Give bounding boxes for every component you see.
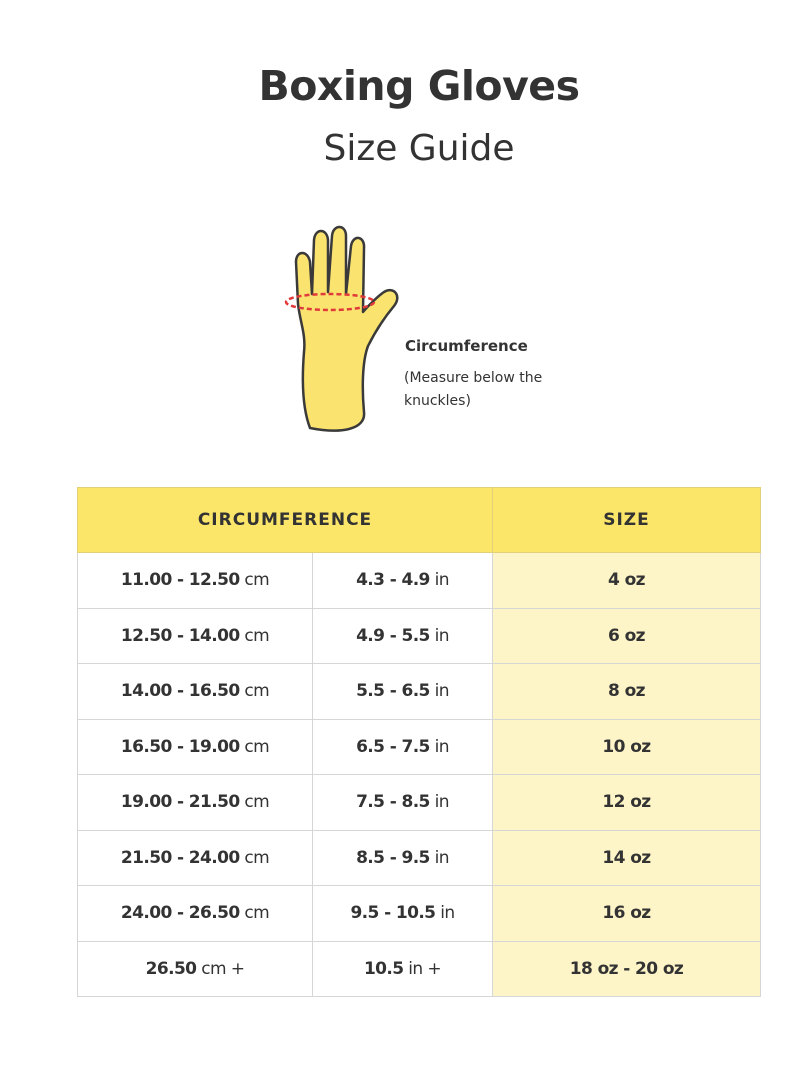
cm-unit: cm — [244, 792, 270, 813]
cell-circumference-in — [313, 941, 493, 997]
in-value: 5.5 - 6.5 — [356, 681, 430, 702]
table-row — [78, 608, 761, 664]
cell-size: 12 oz — [493, 775, 761, 831]
table-row — [78, 553, 761, 609]
cm-value: 16.50 - 19.00 — [120, 736, 240, 757]
table-row — [78, 719, 761, 775]
cell-circumference-in — [313, 553, 493, 609]
cell-size: 16 oz — [493, 886, 761, 942]
cell-circumference-cm — [78, 664, 313, 720]
cell-circumference-in — [313, 664, 493, 720]
table-row — [78, 664, 761, 720]
hand-shape — [296, 227, 397, 431]
page-title: Boxing Gloves — [258, 62, 580, 110]
in-unit: in — [434, 625, 449, 646]
cell-circumference-cm — [78, 719, 313, 775]
cell-circumference-in — [313, 830, 493, 886]
cell-circumference-in — [313, 775, 493, 831]
measure-instruction: (Measure below the knuckles) — [404, 370, 543, 409]
in-unit: in — [434, 792, 449, 813]
in-value: 4.9 - 5.5 — [356, 625, 430, 646]
cm-unit: cm — [244, 847, 270, 868]
cm-unit: cm — [244, 570, 270, 591]
in-unit: in — [434, 570, 449, 591]
cell-circumference-cm — [78, 886, 313, 942]
cm-value: 24.00 - 26.50 — [120, 903, 240, 924]
cm-value: 14.00 - 16.50 — [120, 681, 240, 702]
cell-size: 6 oz — [493, 608, 761, 664]
header-size: SIZE — [493, 488, 761, 553]
table-header-row — [78, 488, 761, 553]
in-unit: in + — [408, 958, 442, 979]
cm-unit: cm + — [201, 958, 245, 979]
size-table — [77, 487, 761, 997]
cm-unit: cm — [244, 681, 270, 702]
cell-circumference-cm — [78, 941, 313, 997]
cell-size: 14 oz — [493, 830, 761, 886]
circumference-label: Circumference — [405, 337, 528, 355]
cell-size: 10 oz — [493, 719, 761, 775]
cm-value: 12.50 - 14.00 — [120, 625, 240, 646]
page-subtitle: Size Guide — [323, 128, 515, 169]
table-row — [78, 830, 761, 886]
cell-circumference-in — [313, 719, 493, 775]
cell-circumference-cm — [78, 553, 313, 609]
cell-circumference-cm — [78, 775, 313, 831]
table-row — [78, 941, 761, 997]
cm-value: 11.00 - 12.50 — [120, 570, 240, 591]
cm-unit: cm — [244, 736, 270, 757]
cm-value: 19.00 - 21.50 — [120, 792, 240, 813]
in-unit: in — [440, 903, 455, 924]
cm-value: 21.50 - 24.00 — [120, 847, 240, 868]
cm-unit: cm — [244, 903, 270, 924]
in-unit: in — [434, 847, 449, 868]
cell-size: 8 oz — [493, 664, 761, 720]
table-row — [78, 886, 761, 942]
in-value: 9.5 - 10.5 — [350, 903, 436, 924]
in-unit: in — [434, 681, 449, 702]
in-value: 6.5 - 7.5 — [356, 736, 430, 757]
cell-circumference-cm — [78, 608, 313, 664]
in-unit: in — [434, 736, 449, 757]
hand-illustration — [270, 222, 410, 442]
cell-size: 4 oz — [493, 553, 761, 609]
cell-circumference-in — [313, 608, 493, 664]
in-value: 7.5 - 8.5 — [356, 792, 430, 813]
cell-circumference-cm — [78, 830, 313, 886]
cell-size: 18 oz - 20 oz — [493, 941, 761, 997]
in-value: 10.5 — [363, 958, 404, 979]
cell-circumference-in — [313, 886, 493, 942]
header-circumference: CIRCUMFERENCE — [78, 488, 493, 553]
cm-unit: cm — [244, 625, 270, 646]
table-row — [78, 775, 761, 831]
in-value: 4.3 - 4.9 — [356, 570, 430, 591]
cm-value: 26.50 — [145, 958, 197, 979]
in-value: 8.5 - 9.5 — [356, 847, 430, 868]
